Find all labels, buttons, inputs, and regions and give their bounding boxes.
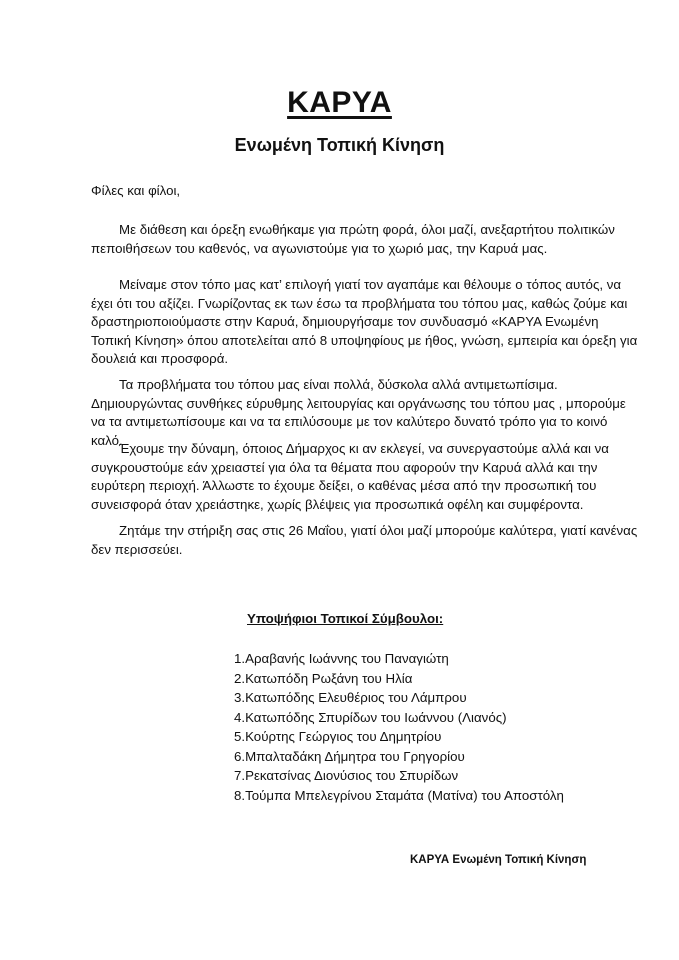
salutation: Φίλες και φίλοι, — [91, 183, 181, 198]
candidates-heading: Υποψήφιοι Τοπικοί Σύμβουλοι: — [247, 611, 444, 626]
list-item: 3.Κατωπόδης Ελευθέριος του Λάμπρου — [234, 690, 467, 705]
list-item: 6.Μπαλταδάκη Δήμητρα του Γρηγορίου — [234, 748, 465, 764]
document-subtitle: Ενωμένη Τοπική Κίνηση — [234, 135, 445, 155]
list-item: 5.Κούρτης Γεώργιος του Δημητρίου — [234, 729, 442, 744]
signature: ΚΑΡΥΑ Ενωμένη Τοπική Κίνηση — [410, 854, 587, 866]
list-item: 8.Τούμπα Μπελεγρίνου Σταμάτα (Ματίνα) του Αποστόλη — [234, 787, 564, 803]
list-item: 7.Ρεκατσίνας Διονύσιος του Σπυρίδων — [234, 768, 459, 783]
paragraph: Έχουμε την δύναμη, όποιος Δήμαρχος κι αν εκλεγεί, να συνεργαστούμε αλλά και να συγκρουστούμε εάν χρειαστεί για όλα τα θέματα που αφορούν την Καρυά αλλά και την ευρύτερη περιοχή. Άλλωστε το έχουμε δείξει, ο καθένας μέσα από την προσωπική του συνεισφορά όταν χρειάστηκε, χωρίς βλέψεις για προσωπικά οφέλη και συμφέροντα. — [91, 441, 609, 512]
paragraph: Μείναμε στον τόπο μας κατ’ επιλογή γιατί τον αγαπάμε και θέλουμε ο τόπος αυτός, να έχει ότι του αξίζει. Γνωρίζοντας εκ των έσω τα προβλήματα του τόπου μας, καθώς ζούμε και δραστηριοποιούμαστε στην Καρυά, δημιουργήσαμε τον συνδυασμό «ΚΑΡΥΑ Ενωμένη Τοπική Κίνηση» όπου αποτελείται από 8 υποψηφίους με ήθος, γνώση, εμπειρία και όρεξη για δουλειά και προσφορά. — [91, 277, 638, 366]
candidates-list — [234, 649, 564, 805]
list-item: 2.Κατωπόδη Ρωξάνη του Ηλία — [234, 670, 413, 686]
list-item: 1.Αραβανής Ιωάννης του Παναγιώτη — [234, 651, 449, 666]
paragraph: Τα προβλήματα του τόπου μας είναι πολλά, δύσκολα αλλά αντιμετωπίσιμα. Δημιουργώντας συνθήκες εύρυθμης λειτουργίας και οργάνωσης του τόπου μας , μπορούμε να τα αντιμετωπίσουμε και να τα επιλύσουμε με τον καλύτερο δυνατό τρόπο για το κοινό καλό. — [91, 377, 626, 448]
list-item: 4.Κατωπόδης Σπυρίδων του Ιωάννου (Λιανός) — [234, 709, 507, 725]
document-title: ΚΑΡΥΑ — [287, 86, 392, 119]
paragraph: Ζητάμε την στήριξη σας στις 26 Μαΐου, γιατί όλοι μαζί μπορούμε καλύτερα, γιατί κανένας δεν περισσεύει. — [91, 523, 638, 557]
paragraph: Με διάθεση και όρεξη ενωθήκαμε για πρώτη φορά, όλοι μαζί, ανεξαρτήτου πολιτικών πεποιθήσεων του καθενός, να αγωνιστούμε για το χωριό μας, την Καρυά μας. — [91, 222, 615, 256]
